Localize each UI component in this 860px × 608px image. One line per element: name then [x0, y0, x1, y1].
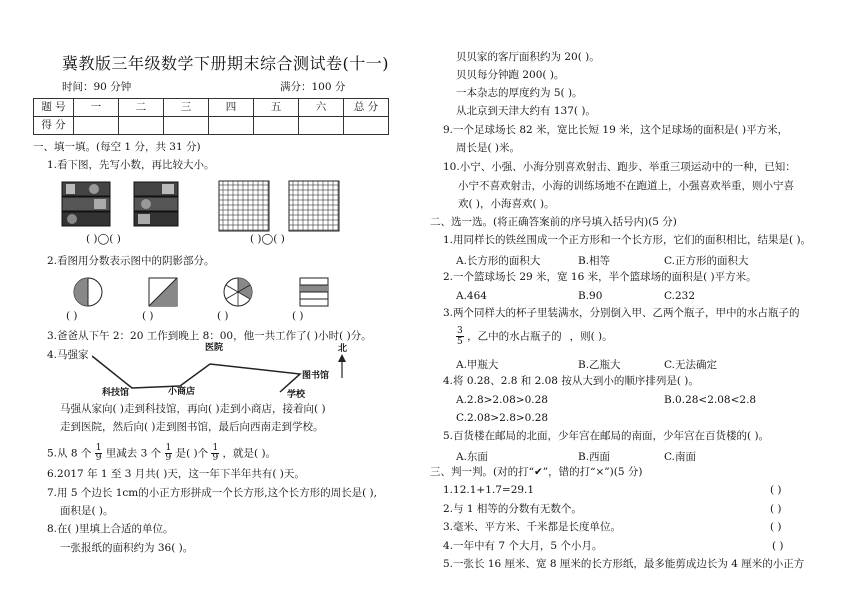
table-cell: 得 分 — [34, 117, 74, 135]
q8-c: 贝贝每分钟跑 200( )。 — [456, 69, 565, 81]
score-cell[interactable] — [119, 117, 164, 135]
s2-q4: 4.将 0.28、2.8 和 2.08 按从大到小的顺序排列是( )。 — [443, 375, 699, 387]
s2-q1-option-b: B.相等 — [578, 255, 611, 267]
score-cell[interactable] — [344, 117, 389, 135]
q5-mid1: 里减去 3 个 — [105, 447, 162, 460]
grid-image-a — [218, 180, 270, 232]
fraction-one-ninth: $\frac{1}{9}$ — [95, 443, 102, 463]
s2-q1-option-a: A.长方形的面积大 — [456, 255, 541, 267]
q6-text: 6.2017 年 1 至 3 月共( )天，这一年下半年共有( )天。 — [47, 468, 305, 480]
s2-q4-option-a: A.2.8>2.08>0.28 — [456, 394, 548, 406]
full-score: 满分：100 分 — [280, 81, 346, 93]
score-cell[interactable] — [254, 117, 299, 135]
s2-q5-option-c: C.南面 — [664, 451, 696, 463]
striped-rectangle-figure — [298, 276, 330, 308]
s3-item-1: 1.12.1+1.7=29.1 — [443, 484, 535, 496]
q4-line2: 走到医院，然后向( )走到图书馆，最后向西南走到学校。 — [60, 421, 324, 433]
table-cell: 五 — [254, 99, 299, 117]
map-label-tech: 科技馆 — [102, 388, 130, 398]
q10-line3: 欢( )，小海喜欢( )。 — [458, 198, 555, 210]
q4-line1: 马强从家向( )走到科技馆，再向( )走到小商店，接着向( ) — [60, 403, 326, 415]
q7-line2: 面积是( )。 — [60, 505, 114, 517]
q1-text: 1.看下图，先写小数，再比较大小。 — [47, 159, 215, 171]
s2-q3-line2: $\frac{3}{5}$ ，乙中的水占瓶子的 ，则( )。 — [457, 326, 613, 347]
score-table-header-row — [34, 99, 389, 117]
q8-d: 一本杂志的厚度约为 5( )。 — [456, 87, 583, 99]
q1-blanks-a: ( )◯( ) — [86, 233, 121, 245]
q2-blank-1: ( ) — [66, 310, 78, 322]
map-label-hospital: 医院 — [205, 343, 224, 353]
table-cell: 六 — [299, 99, 344, 117]
grid-image-b — [288, 180, 340, 232]
s2-q3-option-b: B.乙瓶大 — [578, 359, 621, 371]
q1-blanks-b: ( )◯( ) — [250, 233, 285, 245]
q5-post: ，就是( )。 — [222, 447, 277, 460]
map-label-shop: 小商店 — [168, 387, 196, 397]
q5-mid2: 是( )个 — [175, 447, 209, 460]
s2-q2-option-a: A.464 — [456, 290, 487, 302]
s2-q4-option-b: B.0.28<2.08<2.8 — [664, 394, 757, 406]
table-cell: 三 — [164, 99, 209, 117]
q10-line1: 10.小宁、小强、小海分别喜欢射击、跑步、举重三项运动中的一种，已知： — [443, 161, 796, 173]
q2-text: 2.看图用分数表示图中的阴影部分。 — [47, 255, 215, 267]
s3-item-5: 5.一张长 16 厘米、宽 8 厘米的长方形纸，最多能剪成边长为 4 厘米的小正方 — [443, 558, 805, 570]
sector-circle-figure — [222, 276, 254, 308]
exam-time: 时间：90 分钟 — [62, 81, 132, 93]
s2-q4-option-c: C.2.08>2.8>0.28 — [456, 412, 549, 424]
s2-q2: 2.一个篮球场长 29 米，宽 16 米，半个篮球场的面积是( )平方米。 — [443, 271, 757, 283]
table-cell: 总 分 — [344, 99, 389, 117]
table-cell: 二 — [119, 99, 164, 117]
q9-line2: 周长是( )米。 — [456, 142, 521, 154]
fraction-one-ninth: $\frac{1}{9}$ — [165, 443, 172, 463]
s3-paren-3[interactable]: ( ) — [770, 521, 782, 533]
q8-text: 8.在( )里填上合适的单位。 — [47, 523, 174, 535]
q2-blank-4: ( ) — [292, 310, 304, 322]
q7-line1: 7.用 5 个边长 1cm的小正方形拼成一个长方形,这个长方形的周长是( ), — [47, 487, 377, 499]
q8-a: 一张报纸的面积约为 36( )。 — [60, 542, 194, 554]
q5-text — [47, 444, 276, 463]
half-circle-figure — [72, 276, 104, 308]
table-cell: 四 — [209, 99, 254, 117]
q10-line2: 小宁不喜欢射击，小海的训练场地不在跑道上，小强喜欢举重，则小宁喜 — [458, 180, 794, 192]
score-cell[interactable] — [74, 117, 119, 135]
q8-b: 贝贝家的客厅面积约为 20( )。 — [456, 51, 600, 63]
map-label-library: 图书馆 — [302, 371, 330, 381]
q4-text: 4.马强家 — [47, 349, 89, 361]
s3-paren-2[interactable]: ( ) — [770, 503, 782, 515]
s2-q2-option-c: C.232 — [664, 290, 696, 302]
table-cell: 一 — [74, 99, 119, 117]
section3-heading: 三、判一判。(对的打“✔”，错的打“×”)(5 分) — [430, 466, 643, 478]
q2-blank-3: ( ) — [217, 310, 229, 322]
q2-blank-2: ( ) — [142, 310, 154, 322]
map-label-school: 学校 — [287, 390, 306, 400]
s2-q5-option-b: B.西面 — [578, 451, 611, 463]
s2-q2-option-b: B.90 — [578, 290, 603, 302]
q3-text: 3.爸爸从下午 2：20 工作到晚上 8：00，他一共工作了( )小时( )分。 — [47, 330, 372, 342]
q5-pre: 5.从 8 个 — [47, 447, 92, 460]
fraction-one-ninth: $\frac{1}{9}$ — [212, 443, 219, 463]
banknotes-image-b — [132, 180, 180, 230]
s2-q1: 1.用同样长的铁丝围成一个正方形和一个长方形，它们的面积相比，结果是( )。 — [443, 234, 812, 246]
s3-item-3: 3.毫米、平方米、千米都是长度单位。 — [443, 521, 622, 533]
s2-q3-option-a: A.甲瓶大 — [456, 359, 499, 371]
s3-item-4: 4.一年中有 7 个大月，5 个小月。 — [443, 540, 603, 552]
q8-e: 从北京到天津大约有 137( )。 — [456, 105, 596, 117]
score-table-score-row — [34, 117, 389, 135]
score-table — [33, 98, 389, 135]
section2-heading: 二、选一选。(将正确答案前的序号填入括号内)(5 分) — [430, 216, 677, 228]
score-cell[interactable] — [164, 117, 209, 135]
s2-q3-option-c: C.无法确定 — [664, 359, 717, 371]
q9-line1: 9.一个足球场长 82 米，宽比长短 19 米，这个足球场的面积是( )平方米， — [443, 124, 789, 136]
fraction-three-fifths: $\frac{3}{5}$ — [457, 326, 463, 347]
s2-q3-line1: 3.两个同样大的杯子里装满水，分别倒入甲、乙两个瓶子，甲中的水占瓶子的 — [443, 307, 800, 319]
table-cell: 题 号 — [34, 99, 74, 117]
s2-q5: 5.百货楼在邮局的北面，少年宫在邮局的南面，少年宫在百货楼的( )。 — [443, 430, 770, 442]
score-cell[interactable] — [209, 117, 254, 135]
section1-heading: 一、填一填。(每空 1 分，共 31 分) — [33, 141, 201, 153]
banknotes-image-a — [60, 180, 112, 230]
score-cell[interactable] — [299, 117, 344, 135]
s3-item-2: 2.与 1 相等的分数有无数个。 — [443, 503, 582, 515]
triangle-square-figure — [147, 276, 179, 308]
s3-paren-4[interactable]: ( ) — [772, 540, 784, 552]
s2-q5-option-a: A.东面 — [456, 451, 488, 463]
map-label-north: 北 — [338, 344, 348, 354]
page-title: 冀教版三年级数学下册期末综合测试卷(十一) — [62, 54, 389, 73]
s2-q1-option-c: C.正方形的面积大 — [664, 255, 749, 267]
s3-paren-1[interactable]: ( ) — [770, 484, 782, 496]
